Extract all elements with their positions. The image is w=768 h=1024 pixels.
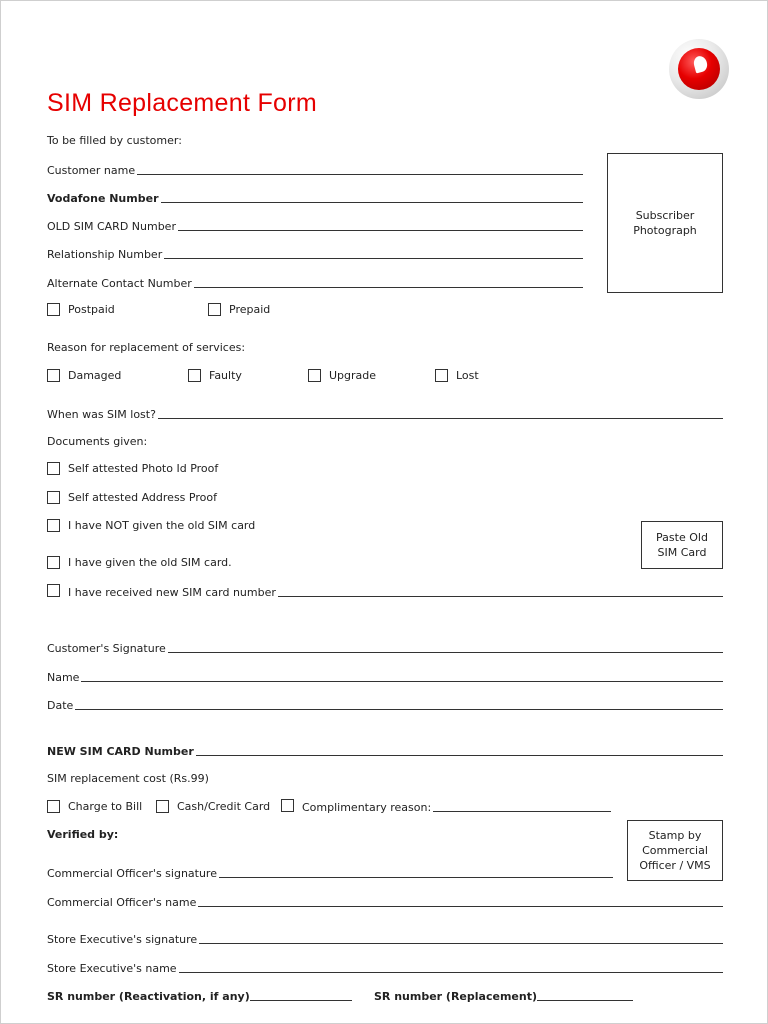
upgrade-checkbox[interactable]	[308, 369, 321, 382]
upgrade-label: Upgrade	[329, 368, 377, 382]
postpaid-label: Postpaid	[68, 302, 115, 316]
received-new-sim-field[interactable]	[47, 583, 723, 599]
cash-credit-option[interactable]	[156, 798, 270, 814]
sr-replacement-line[interactable]	[537, 1000, 633, 1001]
intro-text: To be filled by customer:	[47, 134, 182, 147]
reason-heading: Reason for replacement of services:	[47, 341, 246, 354]
co-name-field[interactable]	[47, 893, 723, 909]
damaged-label: Damaged	[68, 368, 122, 382]
date-label: Date	[47, 699, 74, 712]
se-signature-line[interactable]	[199, 943, 723, 944]
se-name-line[interactable]	[179, 972, 723, 973]
new-sim-number-field[interactable]	[47, 742, 723, 758]
cash-credit-label: Cash/Credit Card	[177, 799, 271, 813]
customer-name-label: Customer name	[47, 164, 136, 177]
postpaid-option[interactable]	[47, 301, 115, 317]
co-signature-field[interactable]	[47, 864, 613, 880]
faulty-label: Faulty	[209, 368, 242, 382]
co-signature-label: Commercial Officer's signature	[47, 867, 217, 880]
postpaid-checkbox[interactable]	[47, 303, 60, 316]
photo-id-checkbox[interactable]	[47, 462, 60, 475]
sr-replacement-field[interactable]	[374, 987, 633, 1003]
subscriber-photo-box: Subscriber Photograph	[607, 153, 723, 293]
complimentary-checkbox[interactable]	[281, 799, 294, 812]
vodafone-number-line[interactable]	[161, 202, 584, 203]
received-new-sim-line[interactable]	[278, 596, 723, 597]
old-sim-number-field[interactable]	[47, 217, 583, 233]
relationship-number-line[interactable]	[164, 258, 583, 259]
charge-to-bill-label: Charge to Bill	[68, 799, 143, 813]
sr-replacement-label: SR number (Replacement)	[374, 990, 537, 1003]
lost-label: Lost	[456, 368, 479, 382]
lost-checkbox[interactable]	[435, 369, 448, 382]
alternate-contact-field[interactable]	[47, 274, 583, 290]
co-signature-line[interactable]	[219, 877, 613, 878]
name-label: Name	[47, 671, 80, 684]
sr-reactivation-field[interactable]	[47, 987, 352, 1003]
not-given-old-sim-label: I have NOT given the old SIM card	[68, 518, 256, 532]
customer-signature-label: Customer's Signature	[47, 642, 166, 655]
received-new-sim-checkbox[interactable]	[47, 584, 60, 597]
vodafone-logo-icon	[669, 39, 729, 99]
not-given-old-sim-option[interactable]	[47, 517, 255, 533]
prepaid-label: Prepaid	[229, 302, 271, 316]
faulty-option[interactable]	[188, 367, 242, 383]
alternate-contact-label: Alternate Contact Number	[47, 277, 192, 290]
address-proof-option[interactable]	[47, 489, 217, 505]
name-line[interactable]	[81, 681, 723, 682]
new-sim-number-line[interactable]	[196, 755, 723, 756]
date-field[interactable]	[47, 696, 723, 712]
co-name-label: Commercial Officer's name	[47, 896, 197, 909]
cash-credit-checkbox[interactable]	[156, 800, 169, 813]
given-old-sim-checkbox[interactable]	[47, 556, 60, 569]
se-name-label: Store Executive's name	[47, 962, 177, 975]
photo-id-label: Self attested Photo Id Proof	[68, 461, 219, 475]
vodafone-number-field[interactable]	[47, 189, 583, 205]
damaged-option[interactable]	[47, 367, 121, 383]
documents-heading: Documents given:	[47, 435, 148, 448]
charge-to-bill-checkbox[interactable]	[47, 800, 60, 813]
given-old-sim-label: I have given the old SIM card.	[68, 555, 232, 569]
se-signature-field[interactable]	[47, 930, 723, 946]
sr-reactivation-line[interactable]	[250, 1000, 352, 1001]
date-line[interactable]	[75, 709, 723, 710]
address-proof-checkbox[interactable]	[47, 491, 60, 504]
when-lost-field[interactable]	[47, 405, 723, 421]
form-title: SIM Replacement Form	[47, 89, 317, 117]
se-name-field[interactable]	[47, 959, 723, 975]
old-sim-number-label: OLD SIM CARD Number	[47, 220, 176, 233]
alternate-contact-line[interactable]	[194, 287, 583, 288]
faulty-checkbox[interactable]	[188, 369, 201, 382]
replacement-cost-text: SIM replacement cost (Rs.99)	[47, 772, 209, 785]
lost-option[interactable]	[435, 367, 479, 383]
address-proof-label: Self attested Address Proof	[68, 490, 217, 504]
complimentary-field[interactable]	[281, 798, 611, 814]
old-sim-number-line[interactable]	[178, 230, 583, 231]
sr-reactivation-label: SR number (Reactivation, if any)	[47, 990, 250, 1003]
charge-to-bill-option[interactable]	[47, 798, 142, 814]
vodafone-number-label: Vodafone Number	[47, 192, 159, 205]
co-name-line[interactable]	[198, 906, 723, 907]
name-field[interactable]	[47, 668, 723, 684]
photo-id-option[interactable]	[47, 460, 218, 476]
damaged-checkbox[interactable]	[47, 369, 60, 382]
when-lost-label: When was SIM lost?	[47, 408, 156, 421]
customer-signature-field[interactable]	[47, 639, 723, 655]
customer-name-line[interactable]	[137, 174, 583, 175]
customer-name-field[interactable]	[47, 161, 583, 177]
received-new-sim-label: I have received new SIM card number	[68, 586, 276, 599]
customer-signature-line[interactable]	[168, 652, 723, 653]
prepaid-option[interactable]	[208, 301, 270, 317]
complimentary-line[interactable]	[433, 811, 611, 812]
relationship-number-field[interactable]	[47, 245, 583, 261]
paste-old-sim-box: Paste Old SIM Card	[641, 521, 723, 569]
verified-by-heading: Verified by:	[47, 828, 119, 841]
when-lost-line[interactable]	[158, 418, 723, 419]
relationship-number-label: Relationship Number	[47, 248, 163, 261]
upgrade-option[interactable]	[308, 367, 376, 383]
new-sim-number-label: NEW SIM CARD Number	[47, 745, 194, 758]
complimentary-label: Complimentary reason:	[302, 801, 432, 814]
not-given-old-sim-checkbox[interactable]	[47, 519, 60, 532]
se-signature-label: Store Executive's signature	[47, 933, 198, 946]
stamp-box: Stamp by Commercial Officer / VMS	[627, 820, 723, 881]
given-old-sim-option[interactable]	[47, 554, 232, 570]
prepaid-checkbox[interactable]	[208, 303, 221, 316]
